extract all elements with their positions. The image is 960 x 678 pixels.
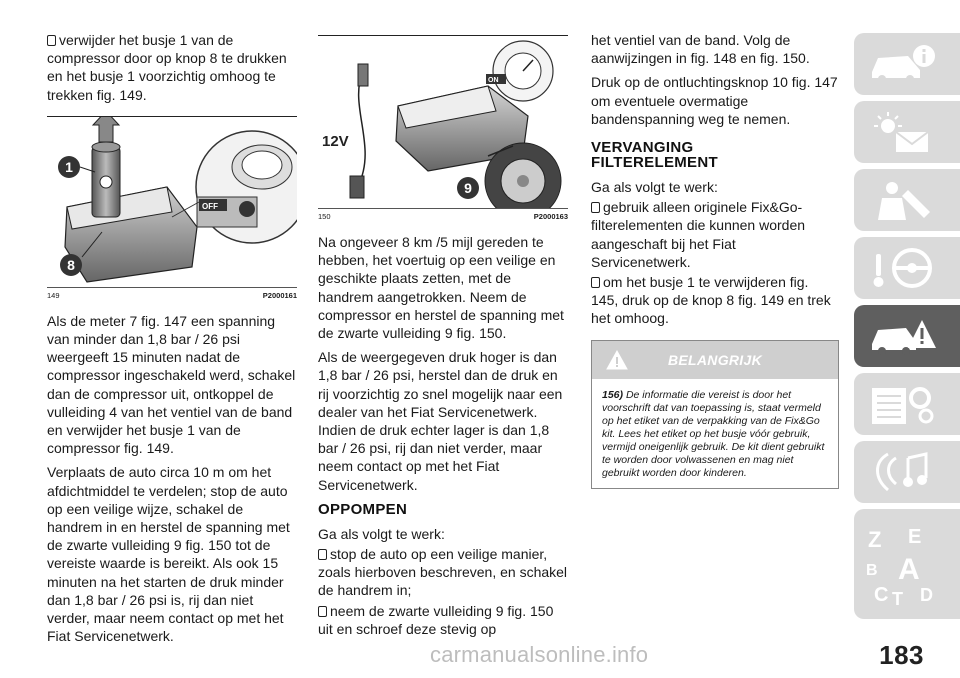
- col1-paragraph-2: Verplaats de auto circa 10 m om het afdichtmiddel te verdelen; stop de auto op een veilige wijze, schakel de handrem in en herstel de spanning met de zwarte vulleiding 9 fig. 150 tot de vereiste waarde is bereikt. Als ook 15 minuten na het starten de druk minder dan 1,8 bar / 26 psi is, rij dan niet verder, maar neem contact op met het Fiat Servicenetwerk.: [47, 464, 290, 645]
- tab-starting-driving[interactable]: [854, 237, 960, 299]
- index-icon: [864, 517, 944, 613]
- multimedia-icon: [868, 450, 938, 494]
- col1-paragraph-1: Als de meter 7 fig. 147 een spanning van minder dan 1,8 bar / 26 psi weergeeft 15 minuten nadat de compressor ingeschakeld werd, schakel dan de compressor uit, ontkoppel de vulleiding 4 van het ventiel van de band en verwijder het busje 1 van de compressor fig. 149.: [47, 312, 296, 457]
- callout-8: 8: [67, 256, 75, 273]
- svg-text:D: D: [920, 585, 933, 605]
- col3-bullet-2: om het busje 1 te verwijderen fig. 145, druk op de knop 8 fig. 149 en trek het omhoog.: [591, 274, 831, 327]
- figure-number: 150: [318, 212, 331, 221]
- maintenance-icon: [868, 382, 938, 426]
- off-label: OFF: [202, 201, 218, 211]
- section-heading-vervanging: VERVANGING FILTERELEMENT: [591, 139, 718, 172]
- warning-header: [592, 341, 838, 379]
- tab-car-info[interactable]: [854, 33, 960, 95]
- compressor-tyre-illustration: [318, 36, 568, 208]
- column-1: [47, 0, 297, 651]
- col3-lead: Ga als volgt te werk:: [591, 179, 718, 196]
- figure-150: [318, 35, 568, 221]
- tab-emergency[interactable]: [854, 305, 960, 367]
- col3-bullet-1: gebruik alleen originele Fix&Go-filterelementen die kunnen worden aangeschaft bij het Fiat Servicenetwerk.: [591, 199, 806, 270]
- page-number: 183: [879, 640, 924, 670]
- tab-index[interactable]: [854, 509, 960, 619]
- tab-maintenance[interactable]: [854, 373, 960, 435]
- warning-text: De informatie die vereist is door het voorschrift dat van toepassing is, staat vermeld op het etiket van de verpakking van de Fix&Go kit. Lees het etiket op het busje vóór gebruik, vermijd oneigenlijk gebruik. De kit dient gebruikt te worden door volwassenen en mag niet gebruikt worden door kinderen.: [602, 388, 825, 479]
- figure-number: 149: [47, 290, 60, 300]
- bullet-square-icon: [47, 35, 56, 46]
- bullet-square-icon: [318, 549, 327, 560]
- tab-warning-lights[interactable]: [854, 101, 960, 163]
- section-heading-oppompen: OPPOMPEN: [318, 500, 408, 518]
- figure-150-illustration: [318, 36, 568, 208]
- figure-149: [47, 116, 297, 300]
- col2-bullet-2: neem de zwarte vulleiding 9 fig. 150 uit en schroef deze stevig op: [318, 602, 554, 637]
- column-2: [318, 0, 568, 644]
- figure-code: P2000163: [533, 212, 568, 221]
- warning-body: [592, 379, 838, 488]
- watermark: carmanualsonline.info: [430, 642, 649, 667]
- tab-safety[interactable]: [854, 169, 960, 231]
- col2-lead: Ga als volgt te werk:: [318, 525, 445, 542]
- svg-text:E: E: [908, 526, 922, 548]
- steering-key-icon: [868, 246, 938, 290]
- col2-bullet-1: stop de auto op een veilige manier, zoals hierboven beschreven, en schakel de handrem in;: [318, 546, 568, 599]
- on-label: ON: [488, 77, 499, 84]
- chapter-sidebar: [854, 0, 960, 678]
- warning-number: 156): [602, 388, 624, 401]
- callout-9: 9: [464, 180, 472, 196]
- bullet-square-icon: [591, 277, 600, 288]
- figure-149-caption: [47, 287, 297, 300]
- column-3: [591, 0, 839, 489]
- figure-150-caption: [318, 208, 568, 221]
- label-12v: 12V: [322, 133, 349, 150]
- col2-paragraph-1: Na ongeveer 8 km /5 mijl gereden te hebben, het voertuig op een veilige en geschikte plaats zetten, met de handrem aangetrokken. Neem de compressor en herstel de spanning met de zwarte vulleiding 9 fig. 150.: [318, 234, 564, 342]
- safety-airbag-icon: [868, 178, 938, 222]
- warning-box: [591, 340, 839, 489]
- col3-paragraph-1: het ventiel van de band. Volg de aanwijzingen in fig. 148 en fig. 150.: [591, 32, 810, 67]
- warning-title: BELANGRIJK: [667, 351, 762, 368]
- intro-bullet: verwijder het busje 1 van de compressor door op knop 8 te drukken en het busje 1 voorzichtig omhoog te trekken fig. 149.: [47, 32, 287, 103]
- car-info-icon: [868, 42, 938, 86]
- tab-multimedia[interactable]: [854, 441, 960, 503]
- callout-1: 1: [65, 158, 73, 175]
- compressor-canister-illustration: [47, 117, 297, 287]
- svg-text:B: B: [866, 562, 878, 579]
- emergency-icon: [868, 314, 938, 358]
- svg-text:A: A: [898, 553, 920, 586]
- bullet-square-icon: [591, 202, 600, 213]
- figure-code: P2000161: [262, 290, 297, 300]
- warning-lights-icon: [868, 110, 938, 154]
- svg-text:Z: Z: [868, 527, 882, 552]
- svg-text:T: T: [892, 589, 903, 609]
- svg-text:C: C: [874, 584, 889, 606]
- col3-paragraph-2: Druk op de ontluchtingsknop 10 fig. 147 om eventuele overmatige bandenspanning weg te nemen.: [591, 74, 838, 127]
- col2-paragraph-2: Als de weergegeven druk hoger is dan 1,8 bar / 26 psi, herstel dan de druk en rij voorzichtig zo snel mogelijk naar een dealer van het Fiat Servicenetwerk. Indien de druk echter lager is dan 1,8 bar / 26 psi, rij dan niet verder, maar neem contact op met het Fiat Servicenetwerk.: [318, 349, 563, 493]
- bullet-square-icon: [318, 606, 327, 617]
- figure-149-illustration: [47, 117, 297, 287]
